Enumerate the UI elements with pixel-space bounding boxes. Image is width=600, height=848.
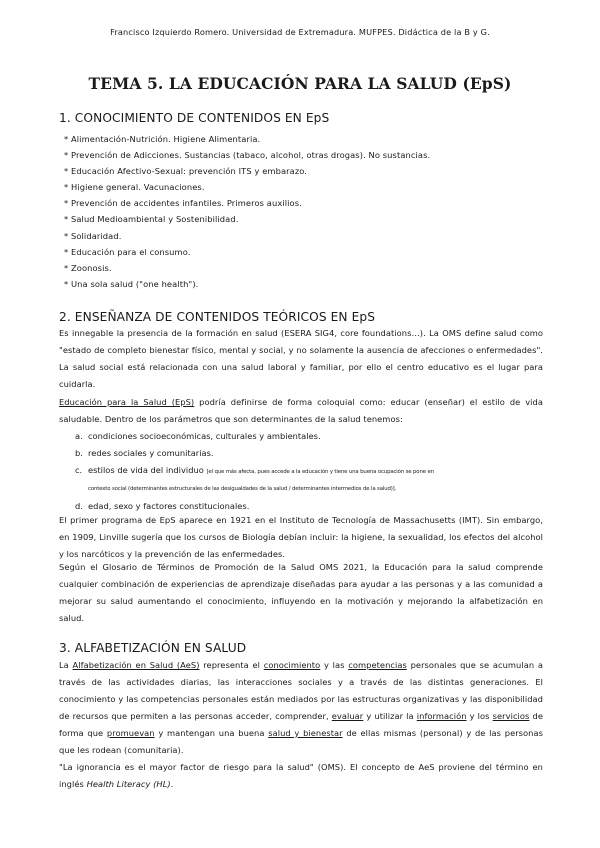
text-span: personales que se acumulan a través de las actividades diarias, las interacciones sociales y a través de las distintas generaciones. El conocimiento y las competencias personales están mediados por las estructuras organizativas y las disponibilidad de recursos que permiten a las personas acceder, comprender, bbox=[59, 660, 544, 721]
text-span: . bbox=[170, 779, 174, 789]
text-span: "La ignorancia es el mayor factor de riesgo para la salud" (OMS). El concepto de AeS proviene del término en inglés bbox=[59, 762, 543, 789]
list-item-text: estilos de vida del individuo bbox=[88, 465, 204, 475]
underlined-term: información bbox=[416, 711, 467, 721]
section-2-heading: 2. ENSEÑANZA DE CONTENIDOS TEÓRICOS EN EpS bbox=[59, 310, 376, 324]
underlined-term: conocimiento bbox=[263, 660, 321, 670]
section-2-paragraph-3: El primer programa de EpS aparece en 1921 en el Instituto de Tecnología de Massachusetts (IMT). Sin embargo, en 1909, Linville sugería que los cursos de Biología debían incluir: la higiene, la sexualidad, los efectos del alcohol y los narcóticos y la prevención de las enfermedades. bbox=[59, 515, 543, 559]
list-item: * Prevención de Adicciones. Sustancias (tabaco, alcohol, otras drogas). No sustancias. bbox=[64, 150, 431, 161]
eps-definition-term: Educación para la Salud (EpS) bbox=[59, 397, 195, 407]
underlined-term: Alfabetización en Salud (AeS) bbox=[72, 660, 200, 670]
eps-definition-text: podría definirse de forma coloquial como: educar (enseñar) el estilo de vida saludable. Dentro de los parámetros que son determinantes de la salud tenemos: bbox=[59, 397, 543, 424]
list-item: * Zoonosis. bbox=[64, 262, 112, 273]
page-header: Francisco Izquierdo Romero. Universidad de Extremadura. MUFPES. Didáctica de la B y G. bbox=[110, 27, 490, 37]
list-item: * Salud Medioambiental y Sostenibilidad. bbox=[64, 214, 239, 225]
text-span: La bbox=[59, 660, 73, 670]
list-marker: b. bbox=[75, 448, 83, 458]
list-item: * Higiene general. Vacunaciones. bbox=[64, 182, 205, 193]
text-span: de forma que bbox=[59, 711, 543, 738]
section-2-paragraph-1: Es innegable la presencia de la formación en salud (ESERA SIG4, core foundations…). La OMS define salud como "estado de completo bienestar físico, mental y social, y no solamente la ausencia de afecciones o enfermedades". La salud social está relacionada con una salud laboral y familiar, por ello el centro educativo es el lugar para cuidarla. bbox=[59, 328, 543, 389]
list-item bbox=[59, 428, 543, 445]
list-item-text: condiciones socioeconómicas, culturales y ambientales. bbox=[88, 431, 321, 441]
list-marker: d. bbox=[75, 501, 83, 511]
list-item: * Educación para el consumo. bbox=[64, 246, 191, 257]
list-item-text: redes sociales y comunitarias. bbox=[88, 448, 214, 458]
text-span: representa el bbox=[199, 660, 264, 670]
list-item bbox=[59, 445, 543, 462]
list-item-note: contexto social (determinantes estructurales de las desigualdades de la salud / determinantes intermedios de la salud)]. bbox=[88, 486, 397, 492]
list-item: * Solidaridad. bbox=[64, 230, 122, 241]
underlined-term: salud y bienestar bbox=[268, 728, 343, 738]
section-3-heading: 3. ALFABETIZACIÓN EN SALUD bbox=[59, 641, 247, 655]
determinants-list bbox=[59, 428, 543, 515]
list-item bbox=[59, 462, 543, 498]
underlined-term: competencias bbox=[348, 660, 407, 670]
underlined-term: evaluar bbox=[331, 711, 364, 721]
section-2-paragraph-2 bbox=[59, 394, 543, 428]
section-1-list bbox=[64, 133, 430, 294]
document-title: TEMA 5. LA EDUCACIÓN PARA LA SALUD (EpS) bbox=[88, 74, 512, 93]
text-span: y utilizar la bbox=[363, 711, 417, 721]
list-marker: a. bbox=[75, 431, 83, 441]
underlined-term: promuevan bbox=[106, 728, 155, 738]
list-item: * Prevención de accidentes infantiles. Primeros auxilios. bbox=[64, 198, 302, 209]
list-item-note: [el que más afecta, pues accede a la educación y tiene una buena ocupación se pone en bbox=[206, 469, 434, 475]
italic-term: Health Literacy (HL) bbox=[86, 779, 171, 789]
underlined-term: servicios bbox=[492, 711, 530, 721]
list-item: * Una sola salud ("one health"). bbox=[64, 278, 199, 289]
section-3-paragraph-1 bbox=[59, 657, 543, 759]
list-item: * Educación Afectivo-Sexual: prevención ITS y embarazo. bbox=[64, 166, 308, 177]
text-span: y las bbox=[320, 660, 349, 670]
list-item: * Alimentación-Nutrición. Higiene Alimentaria. bbox=[64, 134, 261, 144]
list-marker: c. bbox=[75, 465, 83, 475]
section-2-paragraph-4: Según el Glosario de Términos de Promoción de la Salud OMS 2021, la Educación para la salud comprende cualquier combinación de experiencias de aprendizaje diseñadas para ayudar a las personas y a las comunidad a mejorar su salud aumentando el conocimiento, influyendo en la motivación y mejorando la alfabetización en salud. bbox=[59, 562, 543, 623]
text-span: y mantengan una buena bbox=[154, 728, 269, 738]
text-span: de ellas mismas (personal) y de las personas que les rodean (comunitaria). bbox=[59, 728, 543, 755]
section-3-paragraph-2 bbox=[59, 759, 543, 793]
text-span: y los bbox=[466, 711, 493, 721]
section-1-heading: 1. CONOCIMIENTO DE CONTENIDOS EN EpS bbox=[59, 111, 330, 125]
list-item-text: edad, sexo y factores constitucionales. bbox=[88, 501, 250, 511]
